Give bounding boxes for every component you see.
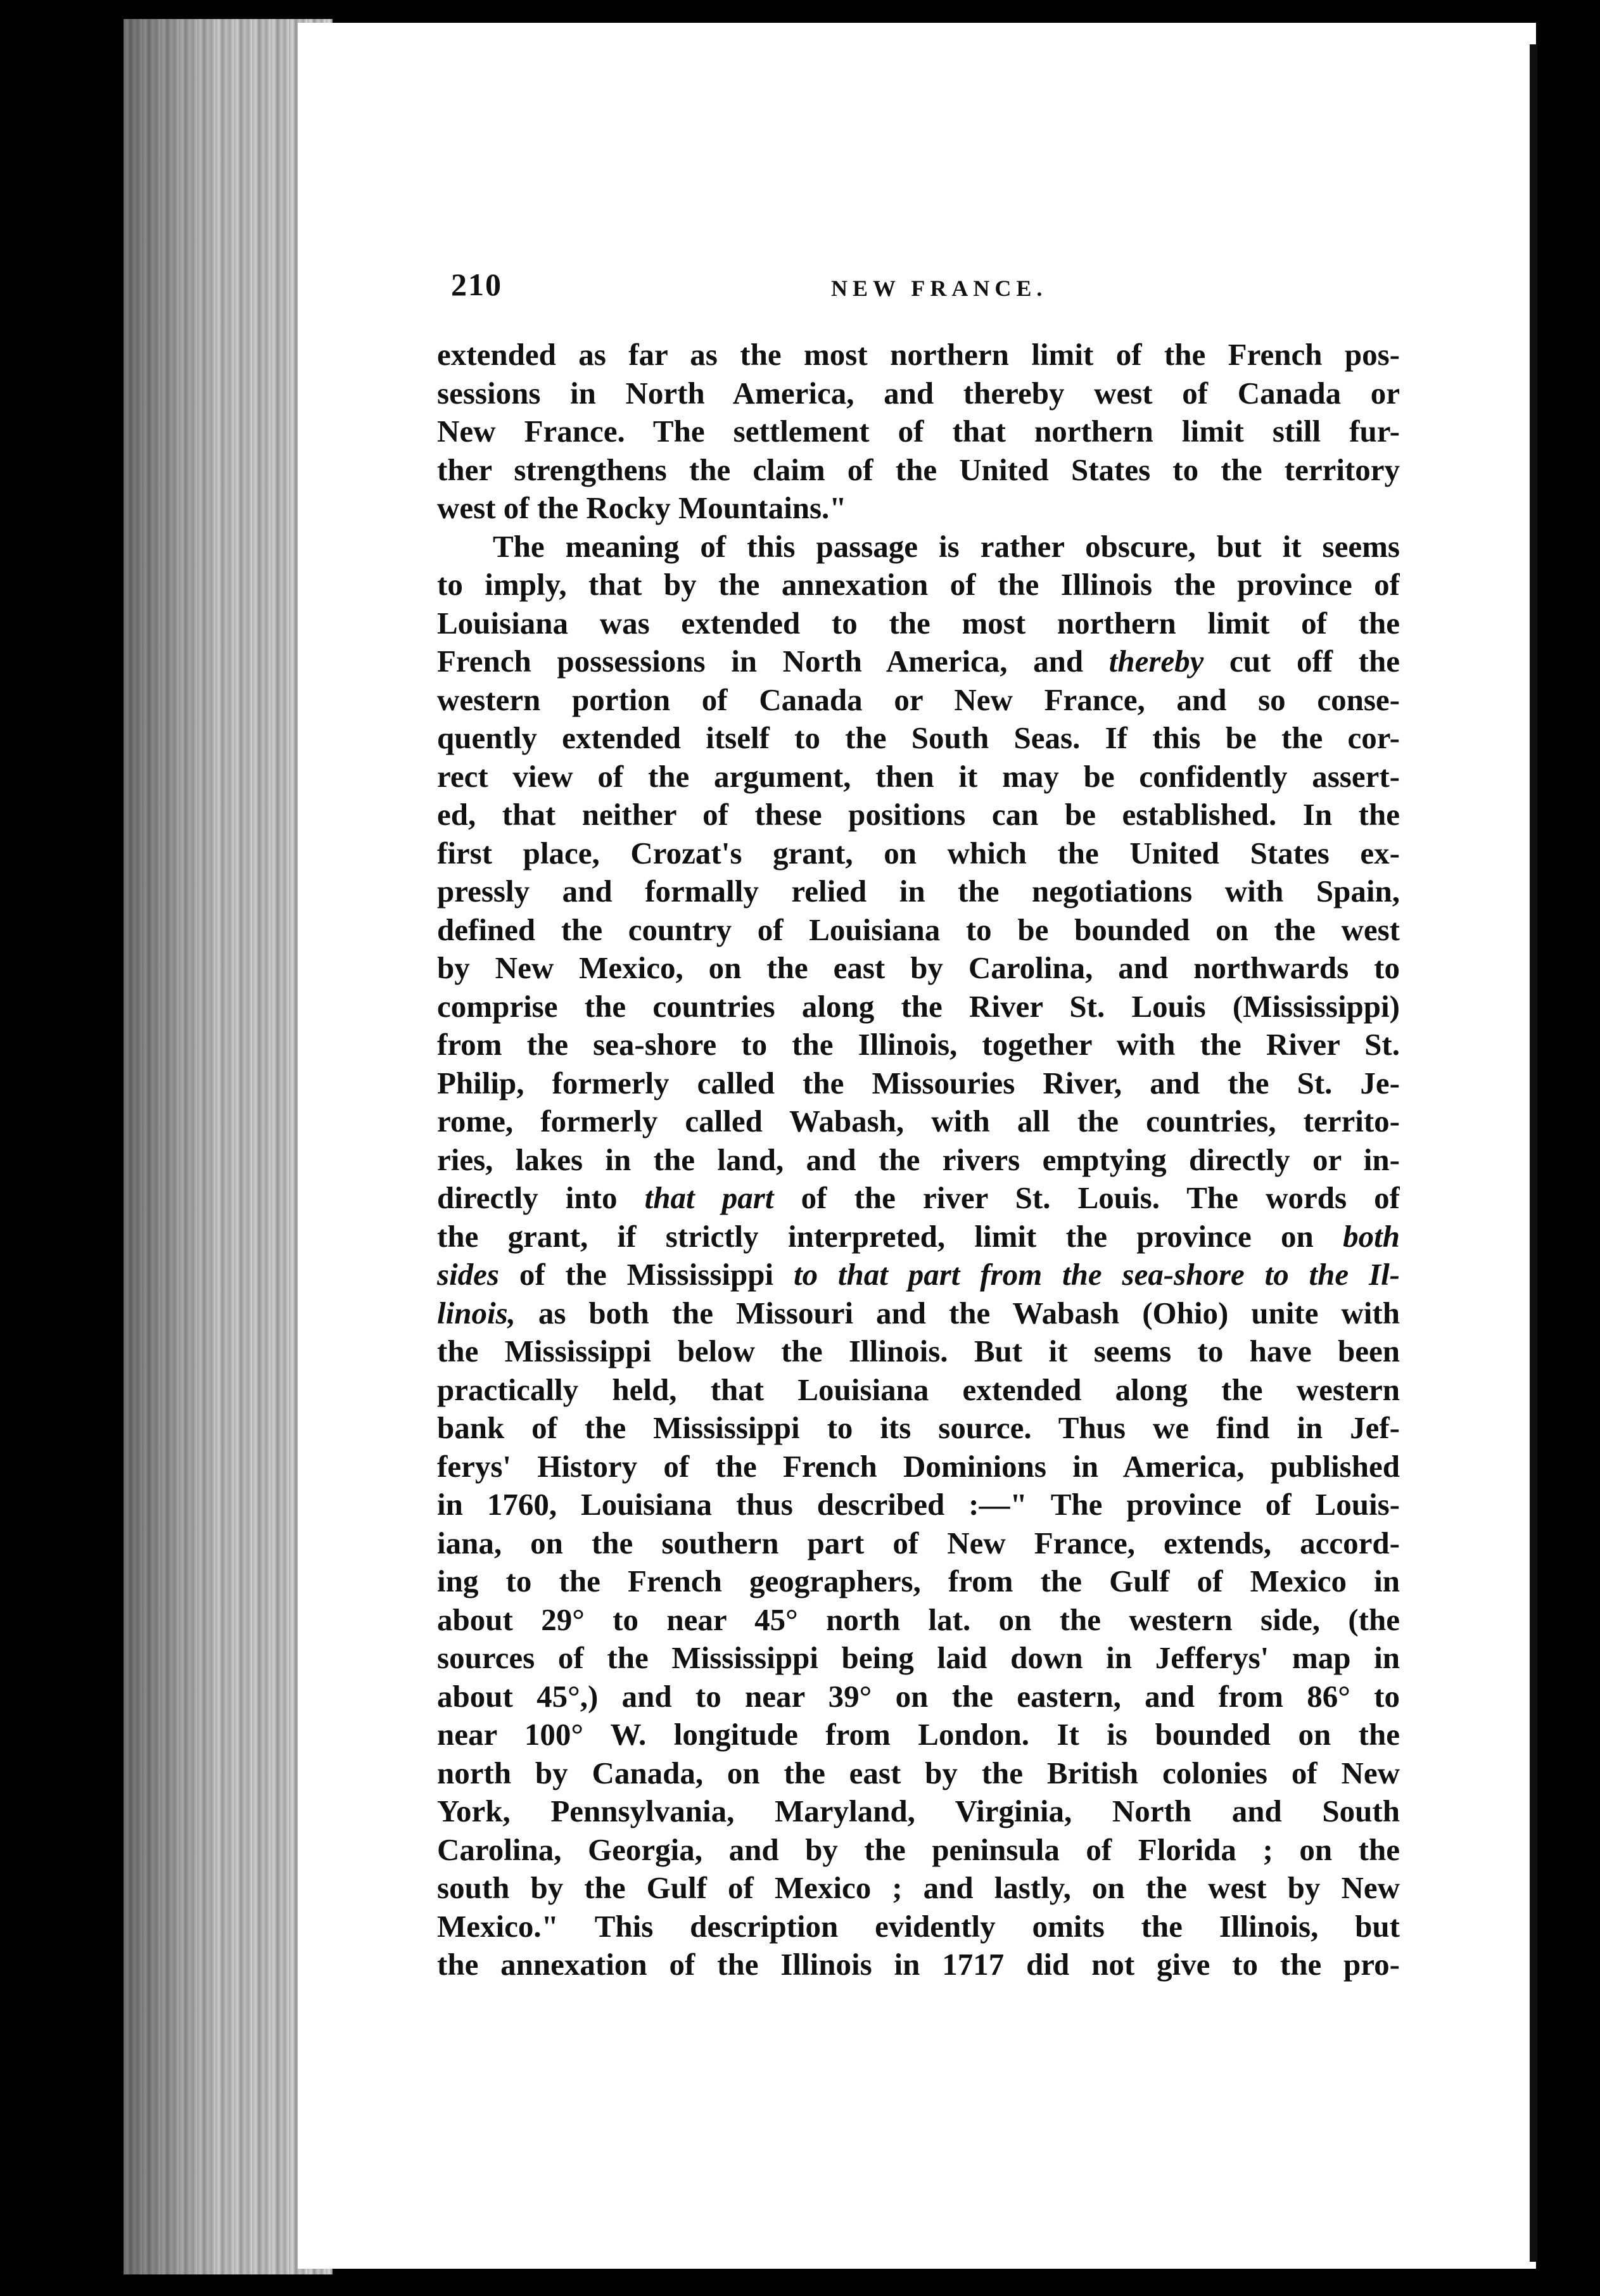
italic-text: sides: [437, 1257, 499, 1292]
text-line: the Mississippi below the Illinois. But it seems to have been: [437, 1334, 1400, 1368]
text-line: ing to the French geographers, from the Gulf of Mexico in: [437, 1564, 1400, 1598]
italic-text: linois,: [437, 1295, 516, 1330]
italic-text: thereby: [1108, 644, 1204, 679]
italic-text: both: [1343, 1218, 1400, 1254]
text-line: about 29° to near 45° north lat. on the western side, (the: [437, 1602, 1400, 1637]
text-line: from the sea-shore to the Illinois, together with the River St.: [437, 1027, 1400, 1062]
text-line: near 100° W. longitude from London. It is bounded on the: [437, 1717, 1400, 1752]
text-line: south by the Gulf of Mexico ; and lastly, on the west by New: [437, 1870, 1400, 1905]
italic-text: to that part from the sea-shore to the Il-: [793, 1257, 1400, 1292]
text-line: York, Pennsylvania, Maryland, Virginia, North and South: [437, 1794, 1400, 1828]
text-line: first place, Crozat's grant, on which the United States ex-: [437, 835, 1400, 871]
body-text: [437, 336, 1400, 1984]
page-header: [451, 266, 1401, 323]
text-line: north by Canada, on the east by the British colonies of New: [437, 1755, 1400, 1790]
text-line: [437, 642, 1400, 681]
text-line: New France. The settlement of that northern limit still fur-: [437, 414, 1400, 449]
text-run: directly into: [437, 1180, 645, 1215]
text-line: ed, that neither of these positions can be established. In the: [437, 797, 1400, 832]
running-head: NEW FRANCE.: [831, 276, 1048, 301]
text-line: west of the Rocky Mountains.": [437, 490, 847, 525]
text-run: the grant, if strictly interpreted, limit the province on: [437, 1218, 1343, 1254]
text-line: the annexation of the Illinois in 1717 did not give to the pro-: [437, 1947, 1400, 1982]
text-run: of the Mississippi: [499, 1257, 794, 1292]
text-run: French possessions in North America, and: [437, 644, 1109, 679]
page-number: 210: [451, 267, 502, 302]
text-line: iana, on the southern part of New France, extends, accord-: [437, 1525, 1400, 1560]
page-edge-shadow: [1530, 44, 1537, 2262]
text-line: Philip, formerly called the Missouries River, and the St. Je-: [437, 1065, 1400, 1100]
text-line: to imply, that by the annexation of the Illinois the province of: [437, 567, 1400, 602]
text-line: bank of the Mississippi to its source. Thus we find in Jef-: [437, 1410, 1400, 1445]
text-run: cut off the: [1203, 644, 1400, 679]
italic-text: that part: [644, 1180, 774, 1215]
text-line: rome, formerly called Wabash, with all the countries, territo-: [437, 1104, 1400, 1138]
text-line: ferys' History of the French Dominions in America, published: [437, 1448, 1400, 1484]
text-line: ther strengthens the claim of the United States to the territory: [437, 452, 1400, 487]
text-line: Carolina, Georgia, and by the peninsula of Florida ; on the: [437, 1832, 1400, 1867]
text-line: Louisiana was extended to the most northern limit of the: [437, 605, 1400, 641]
text-run: as both the Missouri and the Wabash (Ohio) unite with: [515, 1295, 1400, 1330]
text-line: [437, 1294, 1400, 1333]
text-line: in 1760, Louisiana thus described :—" The province of Louis-: [437, 1487, 1400, 1522]
text-line: by New Mexico, on the east by Carolina, and northwards to: [437, 950, 1400, 985]
text-line: ries, lakes in the land, and the rivers emptying directly or in-: [437, 1142, 1400, 1177]
text-line: [437, 1179, 1400, 1218]
text-line: rect view of the argument, then it may be confidently assert-: [437, 758, 1400, 794]
text-line: defined the country of Louisiana to be bounded on the west: [437, 912, 1400, 947]
text-line: The meaning of this passage is rather obscure, but it seems: [493, 528, 1400, 564]
text-line: sessions in North America, and thereby west of Canada or: [437, 375, 1400, 411]
text-line: practically held, that Louisiana extended along the western: [437, 1372, 1400, 1407]
text-line: extended as far as the most northern limit of the French pos-: [437, 337, 1400, 372]
text-line: [437, 1218, 1400, 1256]
text-line: sources of the Mississippi being laid down in Jefferys' map in: [437, 1640, 1400, 1675]
text-line: quently extended itself to the South Seas. If this be the cor-: [437, 720, 1400, 755]
text-line: western portion of Canada or New France, and so conse-: [437, 682, 1400, 717]
text-line: pressly and formally relied in the negotiations with Spain,: [437, 874, 1400, 909]
text-line: about 45°,) and to near 39° on the eastern, and from 86° to: [437, 1678, 1400, 1714]
text-line: [437, 1256, 1400, 1294]
text-line: Mexico." This description evidently omits the Illinois, but: [437, 1908, 1400, 1944]
text-line: comprise the countries along the River St. Louis (Mississippi): [437, 988, 1400, 1024]
text-run: of the river St. Louis. The words of: [773, 1180, 1400, 1215]
